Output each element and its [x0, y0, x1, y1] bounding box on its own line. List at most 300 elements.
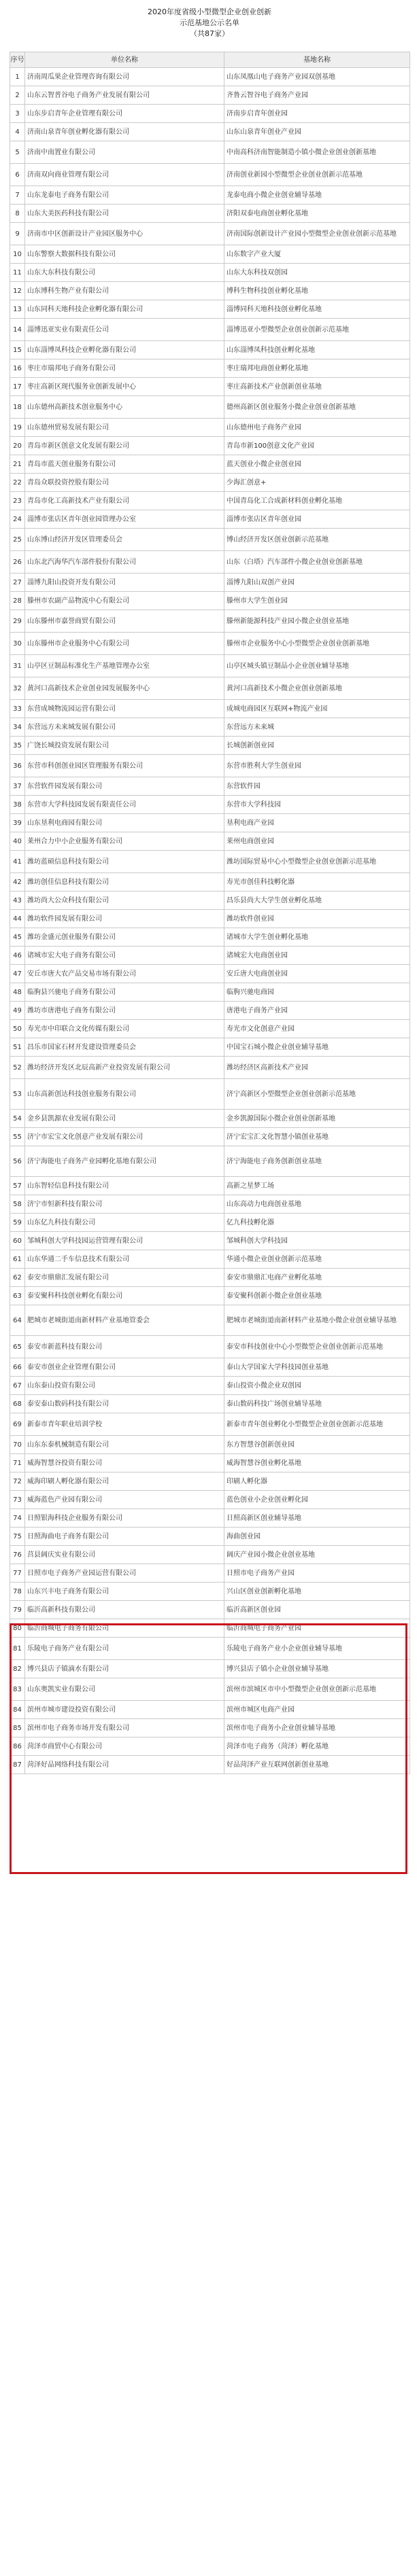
table-row — [10, 910, 410, 928]
unit-name: 金乡县凯源农业发展有限公司 — [25, 1110, 224, 1128]
row-number: 6 — [10, 164, 25, 186]
table-row — [10, 1737, 410, 1756]
row-number: 77 — [10, 1564, 25, 1583]
unit-name: 潍坊尚大公众科技有限公司 — [25, 892, 224, 910]
unit-name: 枣庄高新区现代服务业创新发展中心 — [25, 378, 224, 396]
table-row — [10, 610, 410, 633]
unit-name: 菏泽好品网络科技有限公司 — [25, 1756, 224, 1774]
unit-name: 泰安聚科科技创业孵化有限公司 — [25, 1287, 224, 1305]
unit-name: 淄博迅亚实业有限责任公司 — [25, 319, 224, 341]
unit-name: 潍坊市唐港电子商务有限公司 — [25, 1002, 224, 1020]
table-row — [10, 851, 410, 873]
row-number: 52 — [10, 1057, 25, 1079]
row-number: 23 — [10, 492, 25, 510]
unit-name: 山东警察大数据科技有限公司 — [25, 245, 224, 264]
row-number: 84 — [10, 1701, 25, 1719]
unit-name: 山东智轻信息科技有限公司 — [25, 1177, 224, 1195]
table-row — [10, 455, 410, 474]
table-row — [10, 1250, 410, 1269]
row-number: 43 — [10, 892, 25, 910]
base-name: 泰安聚科创新小微企业创业基地 — [224, 1287, 410, 1305]
table-row — [10, 1057, 410, 1079]
unit-name: 广饶长城投资发展有限公司 — [25, 737, 224, 755]
base-name: 昌乐县尚大大学生创业孵化基地 — [224, 892, 410, 910]
unit-name: 济南市中区创新设计产业园区服务中心 — [25, 223, 224, 245]
base-name: 唐港电子商务产业园 — [224, 1002, 410, 1020]
unit-name: 乐陵电子商务产业有限公司 — [25, 1638, 224, 1660]
base-name: 寿光市创佳科技孵化器 — [224, 873, 410, 892]
base-name: 山东淄博凤科技创业孵化基地 — [224, 341, 410, 359]
base-name: 济宁海能电子商务创新创业基地 — [224, 1146, 410, 1177]
row-number: 66 — [10, 1358, 25, 1377]
row-number: 20 — [10, 437, 25, 455]
unit-name: 山东博山经济开发区管理委员会 — [25, 529, 224, 551]
table-row — [10, 510, 410, 529]
row-number: 12 — [10, 282, 25, 300]
base-name: 少海汇创意+ — [224, 474, 410, 492]
unit-name: 山东同科天地科技企业孵化器有限公司 — [25, 300, 224, 319]
base-name: 乐陵电子商务产业小企业创业辅导基地 — [224, 1638, 410, 1660]
base-name: 济宁高新区小型微型企业创业创新示范基地 — [224, 1079, 410, 1110]
row-number: 71 — [10, 1454, 25, 1472]
row-number: 27 — [10, 574, 25, 592]
base-name: 东营市胜利大学生创业园 — [224, 755, 410, 777]
table-row — [10, 1436, 410, 1454]
base-name: 济南国际创新设计产业园小型微型企业创业创新示范基地 — [224, 223, 410, 245]
base-name: 阔庆产业园小微企业创业基地 — [224, 1546, 410, 1564]
base-name: 兴山区创业创新孵化基地 — [224, 1583, 410, 1601]
unit-name: 日照海曲电子商务有限公司 — [25, 1528, 224, 1546]
row-number: 45 — [10, 928, 25, 947]
table-row — [10, 832, 410, 851]
table-row — [10, 777, 410, 796]
unit-name: 临沂商城电子商务有限公司 — [25, 1619, 224, 1638]
base-name: 威海智慧谷创业孵化基地 — [224, 1454, 410, 1472]
header-base: 基地名称 — [224, 52, 410, 68]
document-title — [0, 0, 419, 39]
table-row — [10, 928, 410, 947]
base-name: 潍坊软件创业园 — [224, 910, 410, 928]
base-name: 日照高新区创业辅导基地 — [224, 1509, 410, 1528]
unit-name: 潍坊创佳信息科技有限公司 — [25, 873, 224, 892]
unit-name: 潍坊软件园发展有限公司 — [25, 910, 224, 928]
unit-name: 山东泰山投资有限公司 — [25, 1377, 224, 1395]
unit-name: 山东龙泰电子商务有限公司 — [25, 186, 224, 205]
base-name: 滕州新能源科技产业园小微企业创业基地 — [224, 610, 410, 633]
row-number: 75 — [10, 1528, 25, 1546]
unit-name: 潍坊蓝硕信息科技有限公司 — [25, 851, 224, 873]
row-number: 22 — [10, 474, 25, 492]
unit-name: 威海蓝色产业园有限公司 — [25, 1491, 224, 1509]
base-name: 龙泰电商小微企业创业辅导基地 — [224, 186, 410, 205]
base-name: 诸城市大学生创业孵化基地 — [224, 928, 410, 947]
row-number: 11 — [10, 264, 25, 282]
unit-name: 日照市电子商务产业园运营有限公司 — [25, 1564, 224, 1583]
unit-name: 山东华通二手车信息技术有限公司 — [25, 1250, 224, 1269]
table-row — [10, 1583, 410, 1601]
base-name: 齐鲁云智谷电子商务产业园 — [224, 86, 410, 105]
table-row — [10, 437, 410, 455]
table-row — [10, 68, 410, 86]
base-name: 东营市大学科技园 — [224, 796, 410, 814]
table-row — [10, 1472, 410, 1491]
row-number: 78 — [10, 1583, 25, 1601]
base-name: 印刷人孵化器 — [224, 1472, 410, 1491]
base-name: 肥城市老城街道南新材料产业基地小微企业创业辅导基地 — [224, 1305, 410, 1336]
base-name: 泰安市科技创业中心小型微型企业创业创新示范基地 — [224, 1336, 410, 1358]
unit-name: 潍坊金盛元创业服务有限公司 — [25, 928, 224, 947]
base-name: 济阳双泰电商创业孵化基地 — [224, 205, 410, 223]
unit-name: 青岛市化工高新技术产业有限公司 — [25, 492, 224, 510]
base-name: 海曲创业园 — [224, 1528, 410, 1546]
base-name: 山东山泉青年创业产业园 — [224, 123, 410, 141]
row-number: 21 — [10, 455, 25, 474]
base-name: 东方智慧谷创新创业园 — [224, 1436, 410, 1454]
unit-name: 昌乐市国家石材开发建设管理委员会 — [25, 1038, 224, 1057]
row-number: 69 — [10, 1413, 25, 1436]
row-number: 9 — [10, 223, 25, 245]
table-row — [10, 1020, 410, 1038]
base-name: 亿九科技孵化器 — [224, 1214, 410, 1232]
unit-name: 济南中南置业有限公司 — [25, 141, 224, 164]
row-number: 73 — [10, 1491, 25, 1509]
unit-name: 威海智慧谷投资有限公司 — [25, 1454, 224, 1472]
unit-name: 肥城市老城街道南新材料产业基地管委会 — [25, 1305, 224, 1336]
unit-name: 日照银海科技企业服务有限公司 — [25, 1509, 224, 1528]
row-number: 30 — [10, 633, 25, 655]
table-row — [10, 419, 410, 437]
table-row — [10, 677, 410, 700]
base-name: 山亭区城头镇豆制品小企业创业辅导基地 — [224, 655, 410, 677]
row-number: 49 — [10, 1002, 25, 1020]
table-row — [10, 1719, 410, 1737]
unit-name: 临沂高新科技有限公司 — [25, 1601, 224, 1619]
table-row — [10, 1638, 410, 1660]
row-number: 67 — [10, 1377, 25, 1395]
base-name: 济宁宏宝汇文化智慧小镇创业基地 — [224, 1128, 410, 1146]
table-row — [10, 1128, 410, 1146]
unit-name: 济南周瓜果企业管理咨询有限公司 — [25, 68, 224, 86]
unit-name: 山东奥凯实业有限公司 — [25, 1678, 224, 1701]
base-name: 临沂商城电子商务产业园 — [224, 1619, 410, 1638]
unit-name: 山东滕州市嘉誉商贸有限公司 — [25, 610, 224, 633]
table-row — [10, 186, 410, 205]
table-row — [10, 1002, 410, 1020]
base-name: 菏泽市电子商务（菏泽）孵化基地 — [224, 1737, 410, 1756]
unit-name: 济宁海能电子商务产业园孵化基地有限公司 — [25, 1146, 224, 1177]
base-name: 东营软件园 — [224, 777, 410, 796]
base-name: 枣庄瑞邦电商创业孵化基地 — [224, 359, 410, 378]
unit-name: 寿光市中印联合文化传媒有限公司 — [25, 1020, 224, 1038]
unit-name: 滕州市农副产品物流中心有限公司 — [25, 592, 224, 610]
table-row — [10, 814, 410, 832]
unit-name: 潍坊经济开发区北辰高新产业投资发展有限公司 — [25, 1057, 224, 1079]
row-number: 58 — [10, 1195, 25, 1214]
row-number: 18 — [10, 396, 25, 419]
row-number: 41 — [10, 851, 25, 873]
unit-name: 莱州合力中小企业服务有限公司 — [25, 832, 224, 851]
row-number: 8 — [10, 205, 25, 223]
row-number: 76 — [10, 1546, 25, 1564]
base-name: 中国宝石城小微企业创业辅导基地 — [224, 1038, 410, 1057]
base-name: 滕州市大学生创业园 — [224, 592, 410, 610]
table-row — [10, 737, 410, 755]
table-row — [10, 264, 410, 282]
row-number: 36 — [10, 755, 25, 777]
row-number: 19 — [10, 419, 25, 437]
row-number: 61 — [10, 1250, 25, 1269]
base-name: 淄博市张店区青年创业园 — [224, 510, 410, 529]
row-number: 29 — [10, 610, 25, 633]
table-body — [10, 68, 410, 1774]
base-name: 黄河口高新技术小微企业创业创新基地 — [224, 677, 410, 700]
row-number: 1 — [10, 68, 25, 86]
unit-name: 泰安市创业企业管理有限公司 — [25, 1358, 224, 1377]
unit-name: 山东大东科技有限公司 — [25, 264, 224, 282]
row-number: 65 — [10, 1336, 25, 1358]
unit-name: 莒县阔庆实业有限公司 — [25, 1546, 224, 1564]
unit-name: 东营市科创创业园区管理服务有限公司 — [25, 755, 224, 777]
base-name: 邹城科创大学科技园 — [224, 1232, 410, 1250]
row-number: 53 — [10, 1079, 25, 1110]
table-row — [10, 86, 410, 105]
unit-name: 黄河口高新技术企业创业园发展服务中心 — [25, 677, 224, 700]
table-row — [10, 105, 410, 123]
unit-name: 山东云智普谷电子商务产业发展有限公司 — [25, 86, 224, 105]
unit-name: 山东博科生物产业有限公司 — [25, 282, 224, 300]
table-header-row — [10, 52, 410, 68]
unit-name: 山东亿九科技有限公司 — [25, 1214, 224, 1232]
base-name: 济南创业新园小型微型企业创业创新示范基地 — [224, 164, 410, 186]
base-name: 金乡凯源国际小微企业创业创新基地 — [224, 1110, 410, 1128]
table-row — [10, 123, 410, 141]
table-row — [10, 1701, 410, 1719]
table-row — [10, 718, 410, 737]
base-name: 滕州市企业服务中心小型微型企业创业创新基地 — [224, 633, 410, 655]
unit-name: 临朐县兴驰电子商务有限公司 — [25, 983, 224, 1002]
unit-name: 山东滕州市企业服务中心有限公司 — [25, 633, 224, 655]
base-name: 淄博迅亚小型微型企业创业创新示范基地 — [224, 319, 410, 341]
header-unit: 单位名称 — [25, 52, 224, 68]
table-row — [10, 796, 410, 814]
base-name: 蓝色创业小企业创业孵化园 — [224, 1491, 410, 1509]
base-name: 德州高新区创业服务小微企业创业创新基地 — [224, 396, 410, 419]
table-row — [10, 492, 410, 510]
unit-name: 泰安市新蓝科技有限公司 — [25, 1336, 224, 1358]
header-no: 序号 — [10, 52, 25, 68]
base-name: 山东（白塔）汽车部件小微企业创业创新基地 — [224, 551, 410, 574]
unit-name: 淄博市张店区青年创业园管理办公室 — [25, 510, 224, 529]
base-name: 济南步启青年创业园 — [224, 105, 410, 123]
base-name: 博山经济开发区创业创新示范基地 — [224, 529, 410, 551]
table-row — [10, 965, 410, 983]
base-name: 潍坊国际贸易中心小型微型企业创业创新示范基地 — [224, 851, 410, 873]
base-name: 日照市电子商务产业园 — [224, 1564, 410, 1583]
unit-name: 邹城科创大学科技园运营管理有限公司 — [25, 1232, 224, 1250]
row-number: 16 — [10, 359, 25, 378]
table-row — [10, 892, 410, 910]
table-row — [10, 1195, 410, 1214]
unit-name: 青岛众联投资控股有限公司 — [25, 474, 224, 492]
unit-name: 博兴县店子镇滴水有限公司 — [25, 1660, 224, 1678]
row-number: 2 — [10, 86, 25, 105]
base-name: 淄博九阳山双创产业园 — [224, 574, 410, 592]
row-number: 37 — [10, 777, 25, 796]
base-name: 临沂高新区创业园 — [224, 1601, 410, 1619]
unit-name: 山东东泰机械制造有限公司 — [25, 1436, 224, 1454]
row-number: 54 — [10, 1110, 25, 1128]
table-row — [10, 396, 410, 419]
table-row — [10, 551, 410, 574]
table-row — [10, 1287, 410, 1305]
table-row — [10, 1079, 410, 1110]
table-row — [10, 1377, 410, 1395]
unit-name: 山东北汽海华汽车部件股份有限公司 — [25, 551, 224, 574]
row-number: 57 — [10, 1177, 25, 1195]
unit-name: 山东大美医药科技有限公司 — [25, 205, 224, 223]
unit-name: 山东淄博凤科技企业孵化器有限公司 — [25, 341, 224, 359]
row-number: 26 — [10, 551, 25, 574]
unit-name: 枣庄市瑞邦电子商务有限公司 — [25, 359, 224, 378]
table-row — [10, 1232, 410, 1250]
table-row — [10, 1564, 410, 1583]
row-number: 39 — [10, 814, 25, 832]
row-number: 50 — [10, 1020, 25, 1038]
table-row — [10, 983, 410, 1002]
unit-name: 济宁市宏宝文化创意产业发展有限公司 — [25, 1128, 224, 1146]
unit-name: 山东兴丰电子商务有限公司 — [25, 1583, 224, 1601]
row-number: 47 — [10, 965, 25, 983]
table-row — [10, 223, 410, 245]
row-number: 5 — [10, 141, 25, 164]
table-row — [10, 1454, 410, 1472]
row-number: 72 — [10, 1472, 25, 1491]
table-row — [10, 1305, 410, 1336]
base-name: 临朐兴驰电商园 — [224, 983, 410, 1002]
table-row — [10, 1358, 410, 1377]
table-row — [10, 245, 410, 264]
table-row — [10, 1678, 410, 1701]
unit-name: 威海印刷人孵化器有限公司 — [25, 1472, 224, 1491]
row-number: 40 — [10, 832, 25, 851]
row-number: 63 — [10, 1287, 25, 1305]
base-name: 淄博同科天地科技创业孵化基地 — [224, 300, 410, 319]
unit-name: 泰安市鼎鼎汇发展有限公司 — [25, 1269, 224, 1287]
title-line-2: 示范基地公示名单 — [180, 18, 239, 27]
base-name: 滨州市电子商务小企业创业辅导基地 — [224, 1719, 410, 1737]
table-row — [10, 529, 410, 551]
row-number: 87 — [10, 1756, 25, 1774]
table-row — [10, 1413, 410, 1436]
table-row — [10, 300, 410, 319]
base-name: 山东德州电子商务产业园 — [224, 419, 410, 437]
unit-name: 诸城市宏大电子商务有限公司 — [25, 947, 224, 965]
row-number: 79 — [10, 1601, 25, 1619]
unit-name: 泰安泰山数码科技有限公司 — [25, 1395, 224, 1413]
table-row — [10, 164, 410, 186]
base-name: 成城电商园区互联网+物流产业园 — [224, 700, 410, 718]
unit-name: 菏泽市商贸中心有限公司 — [25, 1737, 224, 1756]
base-name: 莱州电商创业园 — [224, 832, 410, 851]
table-row — [10, 141, 410, 164]
base-name: 枣庄高新技术产业创新创业基地 — [224, 378, 410, 396]
unit-name: 山亭区豆制品标准化生产基地管理办公室 — [25, 655, 224, 677]
unit-name: 安丘市唐大农产品交易市场有限公司 — [25, 965, 224, 983]
table-row — [10, 755, 410, 777]
base-name: 山东凤凰山电子商务产业园双创基地 — [224, 68, 410, 86]
row-number: 35 — [10, 737, 25, 755]
base-name: 中国青岛化工合成新材料创业孵化基地 — [224, 492, 410, 510]
base-name: 泰安市鼎鼎汇电商产业孵化基地 — [224, 1269, 410, 1287]
unit-name: 山东垦利电商园有限公司 — [25, 814, 224, 832]
base-name: 博科生物科技创业孵化基地 — [224, 282, 410, 300]
table-row — [10, 1110, 410, 1128]
table-row — [10, 1528, 410, 1546]
unit-name: 东营成城物流园运营有限公司 — [25, 700, 224, 718]
unit-name: 新泰市青年职业培训学校 — [25, 1413, 224, 1436]
row-number: 59 — [10, 1214, 25, 1232]
base-name: 滨州市城区电商产业园 — [224, 1701, 410, 1719]
unit-name: 滨州市电子商务市场开发有限公司 — [25, 1719, 224, 1737]
table-row — [10, 1509, 410, 1528]
table-row — [10, 1601, 410, 1619]
unit-name: 东营市大学科技园发展有限责任公司 — [25, 796, 224, 814]
table-row — [10, 1619, 410, 1638]
table-row — [10, 359, 410, 378]
base-name: 寿光市文化创意产业园 — [224, 1020, 410, 1038]
base-name: 新泰市青年创业孵化小型微型企业创业创新示范基地 — [224, 1413, 410, 1436]
table-row — [10, 1214, 410, 1232]
row-number: 51 — [10, 1038, 25, 1057]
row-number: 60 — [10, 1232, 25, 1250]
row-number: 85 — [10, 1719, 25, 1737]
row-number: 68 — [10, 1395, 25, 1413]
table-row — [10, 592, 410, 610]
base-name: 安丘唐大电商创业园 — [224, 965, 410, 983]
base-name: 泰山大学国家大学科技园创业基地 — [224, 1358, 410, 1377]
table-row — [10, 1177, 410, 1195]
row-number: 83 — [10, 1678, 25, 1701]
base-name: 泰山投资小微企业双创园 — [224, 1377, 410, 1395]
table-row — [10, 947, 410, 965]
base-name: 博兴县店子镇小企业创业辅导基地 — [224, 1660, 410, 1678]
row-number: 31 — [10, 655, 25, 677]
title-line-3: （共87家） — [190, 29, 229, 38]
base-name: 蓝天创业小微企业创业园 — [224, 455, 410, 474]
row-number: 4 — [10, 123, 25, 141]
table-row — [10, 282, 410, 300]
table-row — [10, 1146, 410, 1177]
base-name: 长城创新创业园 — [224, 737, 410, 755]
row-number: 82 — [10, 1660, 25, 1678]
table-row — [10, 205, 410, 223]
unit-name: 东营软件园发展有限公司 — [25, 777, 224, 796]
table-row — [10, 574, 410, 592]
row-number: 55 — [10, 1128, 25, 1146]
unit-name: 青岛市蓝天创业服务有限公司 — [25, 455, 224, 474]
row-number: 56 — [10, 1146, 25, 1177]
table-row — [10, 633, 410, 655]
row-number: 81 — [10, 1638, 25, 1660]
row-number: 86 — [10, 1737, 25, 1756]
unit-name: 东营远方未来城发展有限公司 — [25, 718, 224, 737]
row-number: 80 — [10, 1619, 25, 1638]
base-name: 泰山数码科技广场创业辅导基地 — [224, 1395, 410, 1413]
table-row — [10, 319, 410, 341]
row-number: 33 — [10, 700, 25, 718]
unit-name: 滨州市城市建设投资有限公司 — [25, 1701, 224, 1719]
base-name: 山东高动力电商创业基地 — [224, 1195, 410, 1214]
